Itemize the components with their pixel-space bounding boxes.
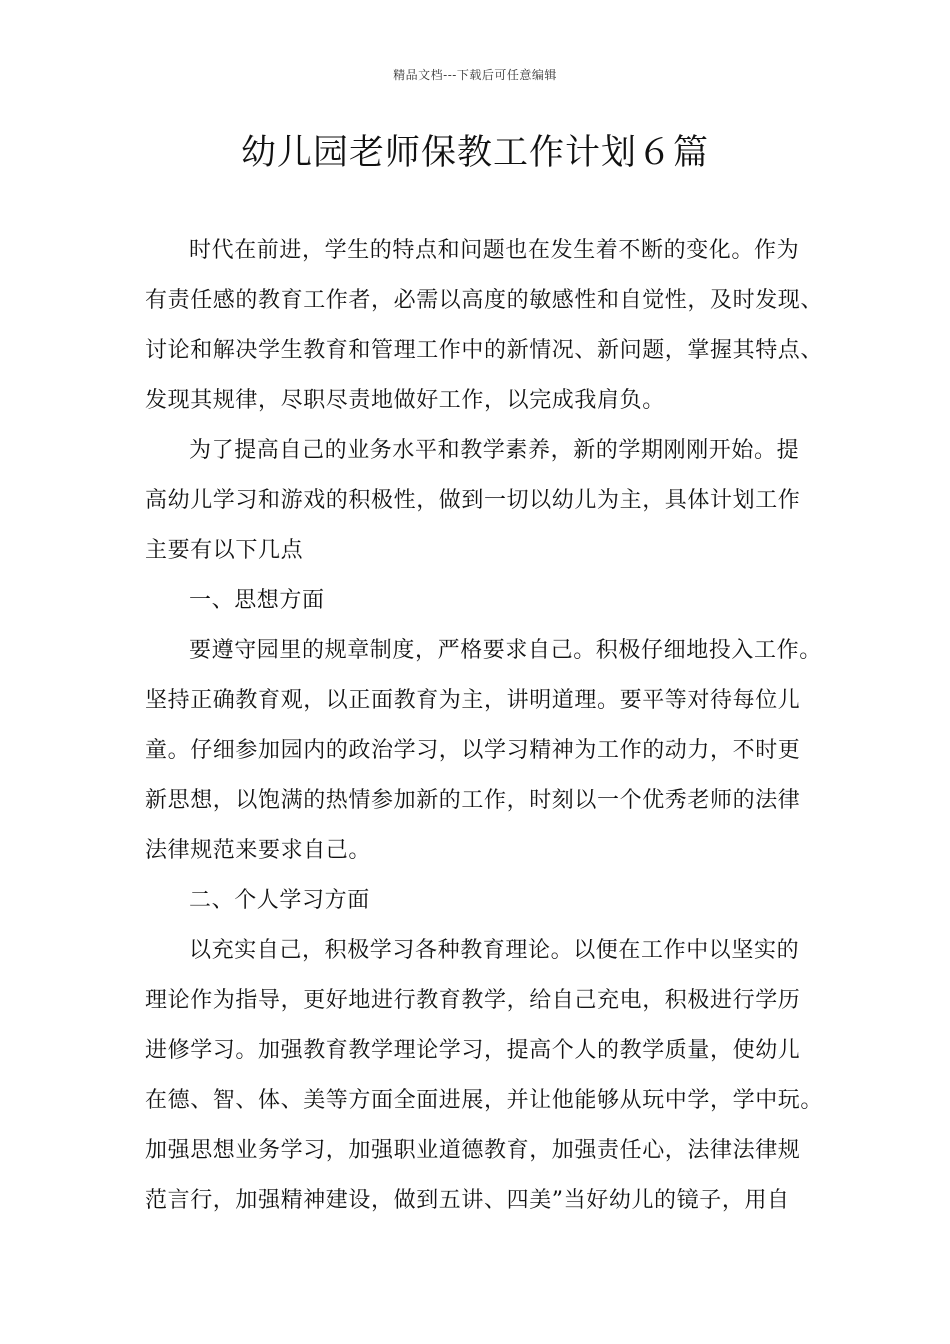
text-line: 童。仔细参加园内的政治学习，以学习精神为工作的动力，不时更: [145, 738, 801, 763]
text-line: 高幼儿学习和游戏的积极性，做到一切以幼儿为主，具体计划工作: [145, 488, 801, 513]
text-line: 新思想，以饱满的热情参加新的工作，时刻以一个优秀老师的法律: [145, 788, 801, 813]
text-line: 为了提高自己的业务水平和教学素养，新的学期刚刚开始。提: [189, 438, 800, 463]
text-line: 讨论和解决学生教育和管理工作中的新情况、新问题，掌握其特点、: [145, 338, 824, 363]
text-line: 二、个人学习方面: [189, 888, 370, 913]
text-line: 法律规范来要求自己。: [145, 838, 372, 863]
text-line: 在德、智、体、美等方面全面进展，并让他能够从玩中学，学中玩。: [145, 1088, 824, 1113]
text-line: 以充实自己，积极学习各种教育理论。以便在工作中以坚实的: [189, 938, 800, 963]
text-line: 加强思想业务学习，加强职业道德教育，加强责任心，法律法律规: [145, 1138, 801, 1163]
text-line: 时代在前进，学生的特点和问题也在发生着不断的变化。作为: [189, 238, 800, 263]
text-line: 发现其规律，尽职尽责地做好工作，以完成我肩负。: [145, 388, 665, 413]
text-line: 一、思想方面: [189, 588, 325, 613]
text-line: 进修学习。加强教育教学理论学习，提高个人的教学质量，使幼儿: [145, 1038, 801, 1063]
text-line: 有责任感的教育工作者，必需以高度的敏感性和自觉性，及时发现、: [145, 288, 824, 313]
text-line: 主要有以下几点: [145, 538, 304, 563]
text-line: 理论作为指导，更好地进行教育教学，给自己充电，积极进行学历: [145, 988, 801, 1013]
document-title: 幼儿园老师保教工作计划６篇: [240, 133, 709, 173]
text-line: 要遵守园里的规章制度，严格要求自己。积极仔细地投入工作。: [189, 638, 822, 663]
text-line: 坚持正确教育观，以正面教育为主，讲明道理。要平等对待每位儿: [145, 688, 801, 713]
text-line: 范言行，加强精神建设，做到五讲、四美”当好幼儿的镜子，用自: [145, 1188, 790, 1213]
document-body: [145, 226, 825, 1226]
page-header-note: 精品文档---下载后可任意编辑: [393, 68, 557, 82]
